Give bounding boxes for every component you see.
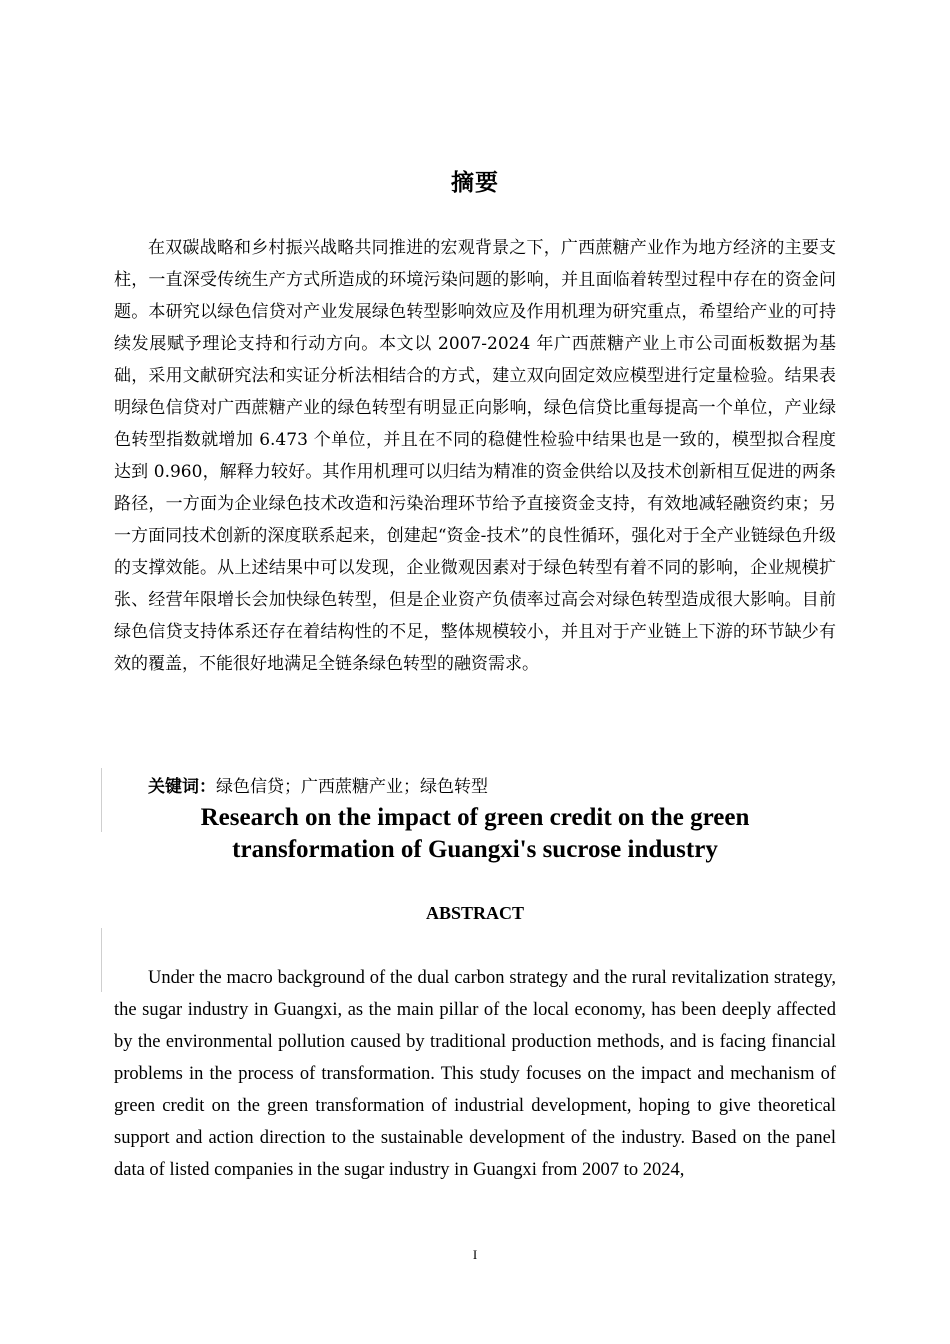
keywords-label: 关键词： (148, 777, 216, 797)
page-number: I (472, 1247, 478, 1262)
en-abstract-body: Under the macro background of the dual carbon strategy and the rural revitalization strategy, the sugar industry in Guangxi, as the main pillar of the local economy, has been deeply affected by the environmental pollution caused by traditional production methods, and is facing financial problems in the process of transformation. This study focuses on the impact and mechanism of green credit on the green transformation of industrial development, hoping to give theoretical support and action direction to the sustainable development of the industry. Based on the panel data of listed companies in the sugar industry in Guangxi from 2007 to 2024, (114, 968, 836, 1180)
cn-abstract-heading: 摘要 (451, 170, 499, 196)
en-title: Research on the impact of green credit on the green transformation of Guangxi's sucrose industry (200, 804, 750, 863)
en-abstract-heading: ABSTRACT (425, 903, 525, 923)
keywords-text: 绿色信贷；广西蔗糖产业；绿色转型 (216, 777, 488, 797)
margin-bar (101, 768, 102, 832)
keywords-line (148, 774, 488, 800)
cn-abstract-body: 在双碳战略和乡村振兴战略共同推进的宏观背景之下，广西蔗糖产业作为地方经济的主要支柱，一直深受传统生产方式所造成的环境污染问题的影响，并且面临着转型过程中存在的资金问题。本研究以绿色信贷对产业发展绿色转型影响效应及作用机理为研究重点，希望给产业的可持续发展赋予理论支持和行动方向。本文以 2007-2024 年广西蔗糖产业上市公司面板数据为基础，采用文献研究法和实证分析法相结合的方式，建立双向固定效应模型进行定量检验。结果表明绿色信贷对广西蔗糖产业的绿色转型有明显正向影响，绿色信贷比重每提高一个单位，产业绿色转型指数就增加 6.473 个单位，并且在不同的稳健性检验中结果也是一致的，模型拟合程度达到 0.960，解释力较好。其作用机理可以归结为精准的资金供给以及技术创新相互促进的两条路径，一方面为企业绿色技术改造和污染治理环节给予直接资金支持，有效地减轻融资约束；另一方面同技术创新的深度联系起来，创建起“资金-技术”的良性循环，强化对于全产业链绿色升级的支撑效能。从上述结果中可以发现，企业微观因素对于绿色转型有着不同的影响，企业规模扩张、经营年限增长会加快绿色转型，但是企业资产负债率过高会对绿色转型造成很大影响。目前绿色信贷支持体系还存在着结构性的不足，整体规模较小，并且对于产业链上下游的环节缺少有效的覆盖，不能很好地满足全链条绿色转型的融资需求。 (114, 238, 836, 674)
margin-bar (101, 928, 102, 992)
